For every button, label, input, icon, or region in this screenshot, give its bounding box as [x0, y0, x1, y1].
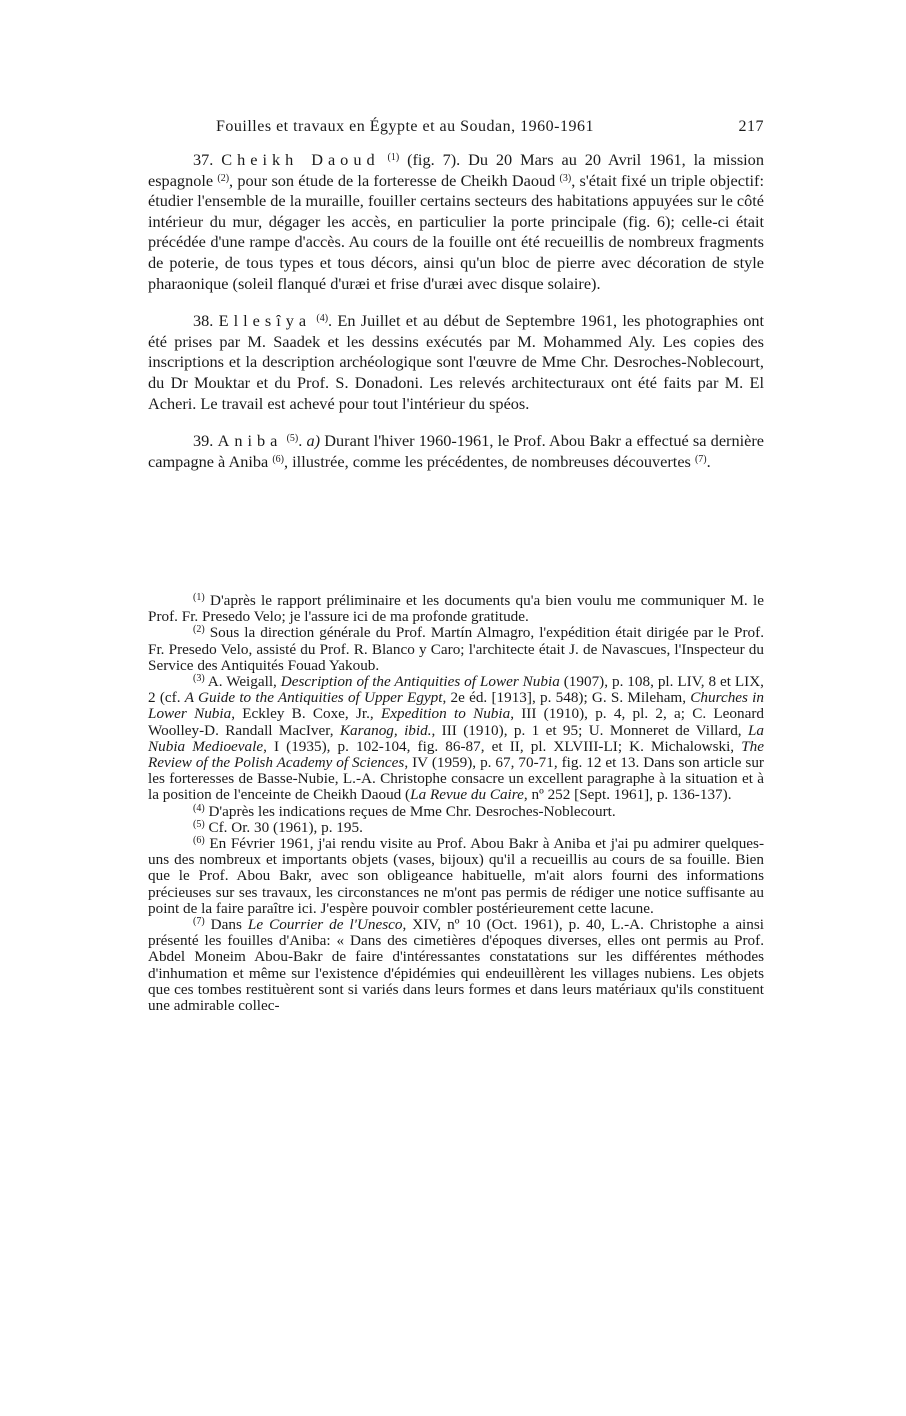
- section-38: [148, 311, 764, 414]
- text-segment: , I (1935), p. 102-104, fig. 86-87, et II, pl. XLVIII-LI; K. Michalowski,: [263, 737, 742, 755]
- text-segment: Dans: [204, 916, 248, 934]
- text-segment: Durant l'hiver 1960-1961, le Prof. Abou Bakr a effectué sa dernière campagne à Aniba: [148, 431, 764, 471]
- text-segment-italic: La Revue du Caire: [410, 786, 524, 804]
- footnote-ref: (1): [387, 152, 400, 163]
- footnote-ref: (7): [694, 453, 707, 465]
- footnote-5: [148, 820, 764, 836]
- footnote-3: [148, 674, 764, 804]
- running-head: [216, 118, 764, 136]
- text-segment: A. Weigall,: [204, 673, 281, 691]
- text-segment-italic: Le Courrier de l'Unesco: [247, 916, 403, 934]
- text-segment: .: [706, 451, 711, 471]
- text-segment: En Février 1961, j'ai rendu visite au Prof. Abou Bakr à Aniba et j'ai pu admirer quelques-uns des nombreux et importants objets (vases, bijoux) qu'il a recueillis au cours de sa fouille. Bien que le Prof. Abou Bakr, avec son obligeance habituelle, m'ait alors fourni des informations précieuses sur ses travaux, les circonstances ne m'ont pas permis de rédiger une notice suffisante au point de la faire paraître ici. J'espère pouvoir combler postérieurement cette lacune.: [148, 835, 764, 917]
- section-number: 38.: [193, 311, 214, 331]
- text-segment: , illustrée, comme les précédentes, de nombreuses découvertes: [284, 451, 695, 471]
- section-39: [148, 431, 764, 472]
- text-segment: (fig. 7). Du 20 Mars au 20 Avril 1961, la mission espagnole: [148, 150, 764, 190]
- text-segment-italic: A Guide to the Antiquities of Upper Egypt: [184, 689, 443, 707]
- section-37: [148, 150, 764, 294]
- text-segment: (1907), p. 108, pl. LIV, 8 et LIX, 2 (cf.: [148, 673, 764, 707]
- text-segment-italic: Churches in Lower Nubia: [148, 689, 765, 723]
- text-segment: D'après le rapport préliminaire et les documents qu'a bien voulu me communiquer M. le Prof. Fr. Presedo Velo; je l'assure ici de ma profonde gratitude.: [148, 592, 764, 626]
- footnote-mark: (2): [193, 624, 205, 636]
- footnote-7: [148, 917, 764, 1014]
- text-segment: , III (1910), p. 4, pl. 2, a; C. Leonard Woolley-D. Randall MacIver,: [148, 705, 765, 739]
- text-segment: .: [298, 431, 307, 451]
- page-number: 217: [738, 118, 764, 135]
- footnote-ref: (5): [286, 433, 299, 445]
- site-name: Aniba: [217, 431, 283, 451]
- footnote-mark: (6): [193, 835, 205, 847]
- footnote-1: [148, 593, 764, 625]
- main-text: [148, 150, 764, 489]
- footnote-mark: (1): [193, 592, 205, 603]
- text-segment-italic: The Review of the Polish Academy of Sciences: [148, 737, 764, 772]
- footnote-6: [148, 836, 764, 917]
- footnote-4: [148, 804, 764, 820]
- site-name: Ellesîya: [218, 311, 312, 331]
- text-segment: , IV (1959), p. 67, 70-71, fig. 12 et 13. Dans son article sur les forteresses de Basse-Nubie, L.-A. Christophe consacre un excellent paragraphe à la situation et à la position de l'enceinte de Cheikh Daoud (: [148, 754, 764, 804]
- text-segment: . En Juillet et au début de Septembre 1961, les photographies ont été prises par M. Saadek et les dessins exécutés par M. Mohammed Aly. Les copies des inscriptions et la description archéologique sont l'œuvre de Mme Chr. Desroches-Noblecourt, du Dr Mouktar et du Prof. S. Donadoni. Les relevés architecturaux ont été faits par M. El Acheri. Le travail est achevé pour tout l'intérieur du spéos.: [148, 311, 765, 413]
- text-segment-italic: Expedition to Nubia: [380, 705, 511, 723]
- running-title: Fouilles et travaux en Égypte et au Soudan, 1960-1961: [216, 118, 594, 135]
- text-segment-italic: Karanog, ibid.: [339, 721, 432, 739]
- text-segment: , 2e éd. [1913], p. 548); G. S. Mileham,: [442, 689, 691, 707]
- text-segment: , pour son étude de la forteresse de Cheikh Daoud: [229, 170, 560, 190]
- section-number: 39.: [193, 431, 214, 451]
- text-segment: , Eckley B. Coxe, Jr.,: [231, 705, 381, 723]
- footnote-ref: (4): [316, 313, 329, 325]
- text-segment: D'après les indications reçues de Mme Chr. Desroches-Noblecourt.: [204, 802, 616, 820]
- footnote-ref: (6): [272, 453, 284, 465]
- text-segment-italic: Description of the Antiquities of Lower Nubia: [280, 673, 560, 691]
- footnote-mark: (3): [193, 673, 205, 685]
- text-segment: , s'était fixé un triple objectif: étudier l'ensemble de la muraille, fouiller certains secteurs des habitations appuyées sur le côté intérieur du mur, dégager les accès, en particulier la porte principale (fig. 6); celle-ci était précédée d'une rampe d'accès. Au cours de la fouille ont été recueillis de nombreux fragments de poterie, de tous types et tous décors, ainsi qu'un bloc de pierre avec décoration de style pharaonique (soleil flanqué d'uræi et frise d'uræi avec disque solaire).: [148, 170, 764, 293]
- text-segment-italic: a): [306, 431, 321, 451]
- footnote-2: [148, 625, 764, 674]
- text-segment-italic: La Nubia Medioevale: [148, 721, 765, 755]
- footnote-mark: (5): [193, 818, 205, 830]
- text-segment: , XIV, nº 10 (Oct. 1961), p. 40, L.-A. Christophe a ainsi présenté les fouilles d'Aniba: « Dans des cimetières d'époques diverses, elles ont permis au Prof. Abdel Moneim Abou-Bakr de faire d'intéressantes constatations sur les différentes méthodes d'inhumation et même sur l'existence d'épidémies qui endeuillèrent les villages nubiens. Les objets que ces tombes restituèrent sont si variés dans leurs formes et dans leurs matériaux qu'ils constituent une admirable collec-: [148, 916, 765, 1015]
- footnotes: [148, 593, 764, 1014]
- site-name: Cheikh Daoud: [221, 150, 380, 169]
- footnote-mark: (4): [193, 802, 205, 814]
- footnote-ref: (2): [217, 172, 230, 184]
- footnote-mark: (7): [193, 916, 205, 928]
- text-segment: Sous la direction générale du Prof. Martín Almagro, l'expédition était dirigée par le Prof. Fr. Presedo Velo, assisté du Prof. R. Blanco y Caro; l'architecte était J. de Navascues, l'Inspecteur du Service des Antiquités Fouad Yakoub.: [148, 624, 764, 674]
- text-segment: Cf. Or. 30 (1961), p. 195.: [204, 818, 363, 836]
- footnote-ref: (3): [559, 172, 572, 184]
- text-segment: , III (1910), p. 1 et 95; U. Monneret de Villard,: [431, 721, 748, 739]
- text-segment: , nº 252 [Sept. 1961], p. 136-137).: [523, 786, 732, 804]
- section-number: 37.: [193, 150, 214, 169]
